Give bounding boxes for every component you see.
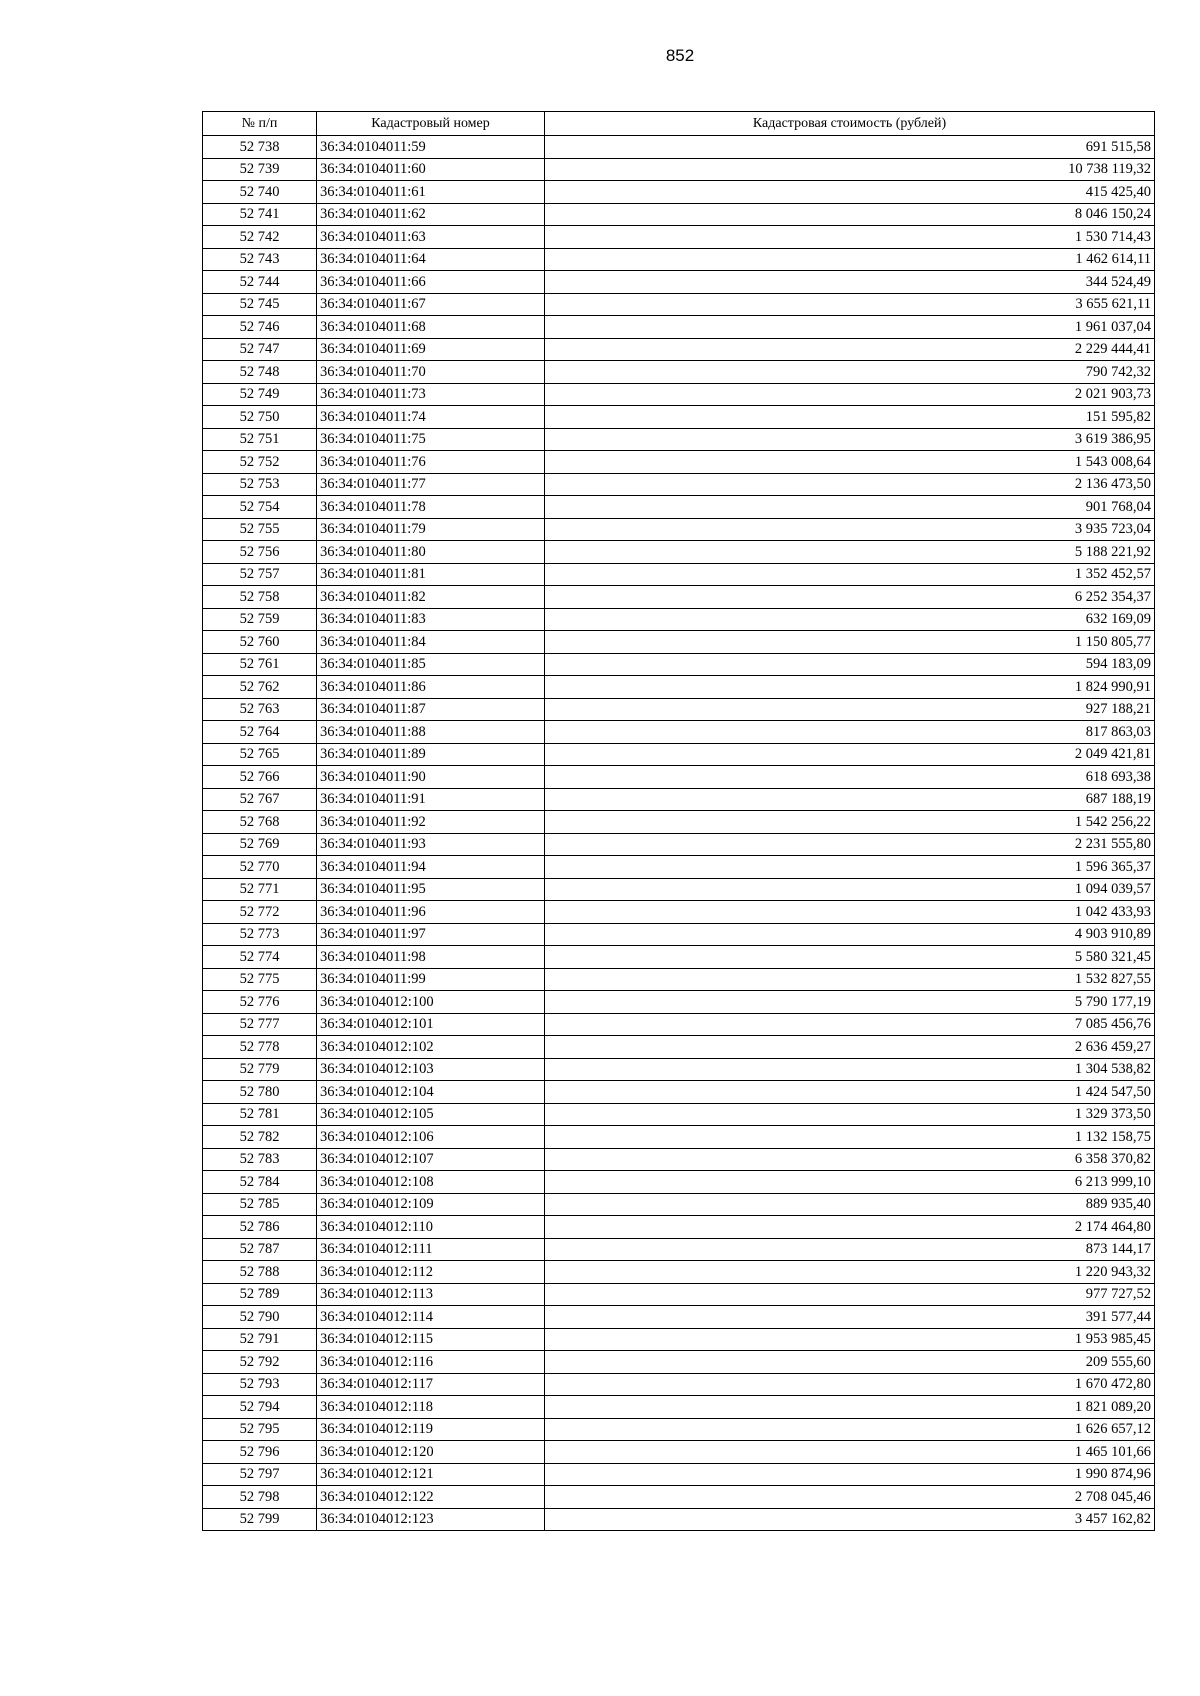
- row-number-cell: 52 784: [203, 1171, 317, 1194]
- table-row: [203, 608, 1155, 631]
- table-row: [203, 1036, 1155, 1059]
- row-number-cell: 52 740: [203, 181, 317, 204]
- cadastral-number-cell: 36:34:0104011:95: [317, 878, 545, 901]
- cadastral-value-cell: 1 132 158,75: [545, 1126, 1155, 1149]
- row-number-cell: 52 745: [203, 293, 317, 316]
- table-row: [203, 1193, 1155, 1216]
- row-number-cell: 52 770: [203, 856, 317, 879]
- table-body: [203, 136, 1155, 1531]
- table-row: [203, 361, 1155, 384]
- cadastral-value-cell: 1 961 037,04: [545, 316, 1155, 339]
- table-row: [203, 968, 1155, 991]
- cadastral-value-cell: 6 358 370,82: [545, 1148, 1155, 1171]
- cadastral-number-cell: 36:34:0104012:106: [317, 1126, 545, 1149]
- cadastral-value-cell: 3 655 621,11: [545, 293, 1155, 316]
- row-number-cell: 52 781: [203, 1103, 317, 1126]
- table-row: [203, 226, 1155, 249]
- cadastral-number-cell: 36:34:0104011:88: [317, 721, 545, 744]
- table-row: [203, 788, 1155, 811]
- cadastral-value-cell: 1 532 827,55: [545, 968, 1155, 991]
- row-number-cell: 52 793: [203, 1373, 317, 1396]
- table-row: [203, 766, 1155, 789]
- cadastral-number-cell: 36:34:0104011:91: [317, 788, 545, 811]
- cadastral-number-cell: 36:34:0104012:105: [317, 1103, 545, 1126]
- table-row: [203, 1238, 1155, 1261]
- cadastral-value-cell: 2 708 045,46: [545, 1486, 1155, 1509]
- table-row: [203, 1013, 1155, 1036]
- row-number-cell: 52 761: [203, 653, 317, 676]
- cadastral-value-cell: 3 619 386,95: [545, 428, 1155, 451]
- table-row: [203, 833, 1155, 856]
- cadastral-value-cell: 2 174 464,80: [545, 1216, 1155, 1239]
- table-row: [203, 991, 1155, 1014]
- table-row: [203, 923, 1155, 946]
- cadastral-number-cell: 36:34:0104011:70: [317, 361, 545, 384]
- cadastral-number-cell: 36:34:0104012:116: [317, 1351, 545, 1374]
- row-number-cell: 52 797: [203, 1463, 317, 1486]
- cadastral-number-cell: 36:34:0104012:102: [317, 1036, 545, 1059]
- header-row-number: № п/п: [203, 112, 317, 136]
- table-row: [203, 338, 1155, 361]
- cadastral-number-cell: 36:34:0104011:92: [317, 811, 545, 834]
- row-number-cell: 52 743: [203, 248, 317, 271]
- row-number-cell: 52 738: [203, 136, 317, 159]
- cadastral-number-cell: 36:34:0104012:115: [317, 1328, 545, 1351]
- cadastral-number-cell: 36:34:0104012:123: [317, 1508, 545, 1531]
- cadastral-value-cell: 2 636 459,27: [545, 1036, 1155, 1059]
- cadastral-number-cell: 36:34:0104011:59: [317, 136, 545, 159]
- cadastral-number-cell: 36:34:0104011:96: [317, 901, 545, 924]
- row-number-cell: 52 747: [203, 338, 317, 361]
- cadastral-number-cell: 36:34:0104011:67: [317, 293, 545, 316]
- cadastral-number-cell: 36:34:0104012:114: [317, 1306, 545, 1329]
- table-row: [203, 1373, 1155, 1396]
- table-row: [203, 1216, 1155, 1239]
- table-row: [203, 181, 1155, 204]
- cadastral-number-cell: 36:34:0104012:107: [317, 1148, 545, 1171]
- row-number-cell: 52 755: [203, 518, 317, 541]
- cadastral-value-cell: 790 742,32: [545, 361, 1155, 384]
- table-row: [203, 1441, 1155, 1464]
- cadastral-value-cell: 2 229 444,41: [545, 338, 1155, 361]
- table-row: [203, 406, 1155, 429]
- cadastral-number-cell: 36:34:0104012:120: [317, 1441, 545, 1464]
- cadastral-number-cell: 36:34:0104011:61: [317, 181, 545, 204]
- cadastral-value-cell: 2 021 903,73: [545, 383, 1155, 406]
- cadastral-number-cell: 36:34:0104011:81: [317, 563, 545, 586]
- row-number-cell: 52 799: [203, 1508, 317, 1531]
- cadastral-value-cell: 594 183,09: [545, 653, 1155, 676]
- cadastral-value-cell: 209 555,60: [545, 1351, 1155, 1374]
- row-number-cell: 52 765: [203, 743, 317, 766]
- table-row: [203, 1103, 1155, 1126]
- row-number-cell: 52 798: [203, 1486, 317, 1509]
- table-row: [203, 158, 1155, 181]
- row-number-cell: 52 772: [203, 901, 317, 924]
- cadastral-value-cell: 5 188 221,92: [545, 541, 1155, 564]
- cadastral-value-cell: 632 169,09: [545, 608, 1155, 631]
- table-row: [203, 541, 1155, 564]
- table-row: [203, 248, 1155, 271]
- row-number-cell: 52 778: [203, 1036, 317, 1059]
- table-row: [203, 878, 1155, 901]
- table-row: [203, 1463, 1155, 1486]
- table-row: [203, 383, 1155, 406]
- cadastral-value-cell: 5 790 177,19: [545, 991, 1155, 1014]
- row-number-cell: 52 759: [203, 608, 317, 631]
- row-number-cell: 52 779: [203, 1058, 317, 1081]
- cadastral-number-cell: 36:34:0104012:109: [317, 1193, 545, 1216]
- cadastral-value-cell: 1 821 089,20: [545, 1396, 1155, 1419]
- row-number-cell: 52 789: [203, 1283, 317, 1306]
- cadastral-value-cell: 1 424 547,50: [545, 1081, 1155, 1104]
- table-row: [203, 563, 1155, 586]
- table-row: [203, 473, 1155, 496]
- row-number-cell: 52 776: [203, 991, 317, 1014]
- cadastral-number-cell: 36:34:0104011:99: [317, 968, 545, 991]
- cadastral-value-cell: 1 530 714,43: [545, 226, 1155, 249]
- cadastral-value-cell: 873 144,17: [545, 1238, 1155, 1261]
- cadastral-value-cell: 415 425,40: [545, 181, 1155, 204]
- cadastral-number-cell: 36:34:0104011:85: [317, 653, 545, 676]
- table-row: [203, 1261, 1155, 1284]
- cadastral-number-cell: 36:34:0104011:75: [317, 428, 545, 451]
- cadastral-value-cell: 1 462 614,11: [545, 248, 1155, 271]
- cadastral-number-cell: 36:34:0104011:62: [317, 203, 545, 226]
- table-row: [203, 1126, 1155, 1149]
- cadastral-number-cell: 36:34:0104012:112: [317, 1261, 545, 1284]
- cadastral-value-cell: 3 935 723,04: [545, 518, 1155, 541]
- row-number-cell: 52 774: [203, 946, 317, 969]
- table-header-row: [203, 112, 1155, 136]
- table-row: [203, 811, 1155, 834]
- cadastral-value-cell: 927 188,21: [545, 698, 1155, 721]
- table-row: [203, 518, 1155, 541]
- row-number-cell: 52 742: [203, 226, 317, 249]
- cadastral-value-cell: 691 515,58: [545, 136, 1155, 159]
- cadastral-value-cell: 1 094 039,57: [545, 878, 1155, 901]
- row-number-cell: 52 777: [203, 1013, 317, 1036]
- row-number-cell: 52 744: [203, 271, 317, 294]
- row-number-cell: 52 768: [203, 811, 317, 834]
- cadastral-number-cell: 36:34:0104011:63: [317, 226, 545, 249]
- cadastral-number-cell: 36:34:0104012:100: [317, 991, 545, 1014]
- table-row: [203, 1306, 1155, 1329]
- table-row: [203, 1058, 1155, 1081]
- cadastral-number-cell: 36:34:0104012:103: [317, 1058, 545, 1081]
- table-row: [203, 653, 1155, 676]
- row-number-cell: 52 753: [203, 473, 317, 496]
- table-row: [203, 293, 1155, 316]
- table-row: [203, 136, 1155, 159]
- table-row: [203, 496, 1155, 519]
- row-number-cell: 52 769: [203, 833, 317, 856]
- row-number-cell: 52 762: [203, 676, 317, 699]
- cadastral-number-cell: 36:34:0104011:60: [317, 158, 545, 181]
- cadastral-number-cell: 36:34:0104011:69: [317, 338, 545, 361]
- row-number-cell: 52 763: [203, 698, 317, 721]
- cadastral-number-cell: 36:34:0104012:118: [317, 1396, 545, 1419]
- row-number-cell: 52 767: [203, 788, 317, 811]
- cadastral-value-cell: 151 595,82: [545, 406, 1155, 429]
- cadastral-value-cell: 1 990 874,96: [545, 1463, 1155, 1486]
- table-row: [203, 1283, 1155, 1306]
- cadastral-number-cell: 36:34:0104011:73: [317, 383, 545, 406]
- cadastral-value-cell: 618 693,38: [545, 766, 1155, 789]
- cadastral-number-cell: 36:34:0104012:113: [317, 1283, 545, 1306]
- cadastral-number-cell: 36:34:0104012:108: [317, 1171, 545, 1194]
- cadastral-number-cell: 36:34:0104012:110: [317, 1216, 545, 1239]
- row-number-cell: 52 795: [203, 1418, 317, 1441]
- header-cadastral-value: Кадастровая стоимость (рублей): [545, 112, 1155, 136]
- cadastral-value-cell: 687 188,19: [545, 788, 1155, 811]
- cadastral-value-cell: 1 352 452,57: [545, 563, 1155, 586]
- row-number-cell: 52 783: [203, 1148, 317, 1171]
- row-number-cell: 52 751: [203, 428, 317, 451]
- table-row: [203, 1418, 1155, 1441]
- row-number-cell: 52 758: [203, 586, 317, 609]
- table-row: [203, 1081, 1155, 1104]
- cadastral-value-cell: 1 304 538,82: [545, 1058, 1155, 1081]
- table-row: [203, 1396, 1155, 1419]
- cadastral-number-cell: 36:34:0104011:94: [317, 856, 545, 879]
- cadastral-number-cell: 36:34:0104012:104: [317, 1081, 545, 1104]
- cadastral-number-cell: 36:34:0104011:86: [317, 676, 545, 699]
- cadastral-value-cell: 1 626 657,12: [545, 1418, 1155, 1441]
- cadastral-value-cell: 3 457 162,82: [545, 1508, 1155, 1531]
- cadastral-value-cell: 901 768,04: [545, 496, 1155, 519]
- cadastral-value-cell: 6 213 999,10: [545, 1171, 1155, 1194]
- row-number-cell: 52 790: [203, 1306, 317, 1329]
- cadastral-value-cell: 1 150 805,77: [545, 631, 1155, 654]
- cadastral-number-cell: 36:34:0104011:90: [317, 766, 545, 789]
- cadastral-number-cell: 36:34:0104012:122: [317, 1486, 545, 1509]
- row-number-cell: 52 766: [203, 766, 317, 789]
- cadastral-value-cell: 8 046 150,24: [545, 203, 1155, 226]
- row-number-cell: 52 746: [203, 316, 317, 339]
- cadastral-value-cell: 7 085 456,76: [545, 1013, 1155, 1036]
- row-number-cell: 52 752: [203, 451, 317, 474]
- cadastral-value-cell: 6 252 354,37: [545, 586, 1155, 609]
- cadastral-number-cell: 36:34:0104011:76: [317, 451, 545, 474]
- table-row: [203, 1171, 1155, 1194]
- cadastral-number-cell: 36:34:0104011:78: [317, 496, 545, 519]
- cadastral-value-cell: 1 042 433,93: [545, 901, 1155, 924]
- cadastral-value-cell: 391 577,44: [545, 1306, 1155, 1329]
- row-number-cell: 52 791: [203, 1328, 317, 1351]
- row-number-cell: 52 749: [203, 383, 317, 406]
- cadastral-value-cell: 1 220 943,32: [545, 1261, 1155, 1284]
- table-row: [203, 631, 1155, 654]
- table-row: [203, 721, 1155, 744]
- table-row: [203, 1148, 1155, 1171]
- cadastral-value-cell: 817 863,03: [545, 721, 1155, 744]
- table-row: [203, 743, 1155, 766]
- row-number-cell: 52 796: [203, 1441, 317, 1464]
- cadastral-number-cell: 36:34:0104011:97: [317, 923, 545, 946]
- row-number-cell: 52 787: [203, 1238, 317, 1261]
- header-cadastral-number: Кадастровый номер: [317, 112, 545, 136]
- row-number-cell: 52 760: [203, 631, 317, 654]
- row-number-cell: 52 794: [203, 1396, 317, 1419]
- row-number-cell: 52 764: [203, 721, 317, 744]
- row-number-cell: 52 780: [203, 1081, 317, 1104]
- row-number-cell: 52 750: [203, 406, 317, 429]
- cadastral-number-cell: 36:34:0104011:68: [317, 316, 545, 339]
- cadastral-number-cell: 36:34:0104011:93: [317, 833, 545, 856]
- table-row: [203, 698, 1155, 721]
- table-row: [203, 316, 1155, 339]
- cadastral-number-cell: 36:34:0104011:82: [317, 586, 545, 609]
- cadastral-number-cell: 36:34:0104011:89: [317, 743, 545, 766]
- row-number-cell: 52 785: [203, 1193, 317, 1216]
- row-number-cell: 52 741: [203, 203, 317, 226]
- cadastral-number-cell: 36:34:0104012:111: [317, 1238, 545, 1261]
- cadastral-number-cell: 36:34:0104011:79: [317, 518, 545, 541]
- cadastral-value-cell: 10 738 119,32: [545, 158, 1155, 181]
- cadastral-number-cell: 36:34:0104011:84: [317, 631, 545, 654]
- table-row: [203, 946, 1155, 969]
- cadastral-value-cell: 2 049 421,81: [545, 743, 1155, 766]
- cadastral-value-cell: 2 136 473,50: [545, 473, 1155, 496]
- cadastral-value-cell: 4 903 910,89: [545, 923, 1155, 946]
- table-row: [203, 428, 1155, 451]
- table-row: [203, 203, 1155, 226]
- row-number-cell: 52 757: [203, 563, 317, 586]
- cadastral-value-cell: 5 580 321,45: [545, 946, 1155, 969]
- cadastral-number-cell: 36:34:0104011:83: [317, 608, 545, 631]
- row-number-cell: 52 782: [203, 1126, 317, 1149]
- cadastral-number-cell: 36:34:0104011:74: [317, 406, 545, 429]
- cadastral-value-cell: 1 596 365,37: [545, 856, 1155, 879]
- table-row: [203, 451, 1155, 474]
- row-number-cell: 52 739: [203, 158, 317, 181]
- row-number-cell: 52 788: [203, 1261, 317, 1284]
- cadastral-number-cell: 36:34:0104012:121: [317, 1463, 545, 1486]
- cadastral-value-cell: 1 543 008,64: [545, 451, 1155, 474]
- page-number: 852: [665, 46, 695, 65]
- row-number-cell: 52 756: [203, 541, 317, 564]
- row-number-cell: 52 771: [203, 878, 317, 901]
- table-row: [203, 856, 1155, 879]
- table-row: [203, 586, 1155, 609]
- cadastral-number-cell: 36:34:0104011:64: [317, 248, 545, 271]
- cadastral-number-cell: 36:34:0104011:77: [317, 473, 545, 496]
- row-number-cell: 52 786: [203, 1216, 317, 1239]
- cadastral-number-cell: 36:34:0104012:117: [317, 1373, 545, 1396]
- table-row: [203, 1486, 1155, 1509]
- cadastral-number-cell: 36:34:0104011:66: [317, 271, 545, 294]
- cadastral-value-cell: 1 670 472,80: [545, 1373, 1155, 1396]
- cadastral-value-cell: 1 465 101,66: [545, 1441, 1155, 1464]
- row-number-cell: 52 773: [203, 923, 317, 946]
- cadastral-value-cell: 977 727,52: [545, 1283, 1155, 1306]
- row-number-cell: 52 775: [203, 968, 317, 991]
- cadastral-value-cell: 344 524,49: [545, 271, 1155, 294]
- table-row: [203, 1351, 1155, 1374]
- cadastral-value-cell: 889 935,40: [545, 1193, 1155, 1216]
- cadastral-value-cell: 1 953 985,45: [545, 1328, 1155, 1351]
- cadastral-value-cell: 1 329 373,50: [545, 1103, 1155, 1126]
- cadastral-value-table: [202, 111, 1155, 1531]
- table-row: [203, 676, 1155, 699]
- cadastral-number-cell: 36:34:0104011:80: [317, 541, 545, 564]
- cadastral-value-cell: 1 542 256,22: [545, 811, 1155, 834]
- row-number-cell: 52 792: [203, 1351, 317, 1374]
- table-row: [203, 271, 1155, 294]
- row-number-cell: 52 748: [203, 361, 317, 384]
- cadastral-number-cell: 36:34:0104011:98: [317, 946, 545, 969]
- row-number-cell: 52 754: [203, 496, 317, 519]
- cadastral-value-cell: 2 231 555,80: [545, 833, 1155, 856]
- table-row: [203, 901, 1155, 924]
- cadastral-number-cell: 36:34:0104011:87: [317, 698, 545, 721]
- cadastral-number-cell: 36:34:0104012:119: [317, 1418, 545, 1441]
- table-row: [203, 1328, 1155, 1351]
- cadastral-value-cell: 1 824 990,91: [545, 676, 1155, 699]
- cadastral-number-cell: 36:34:0104012:101: [317, 1013, 545, 1036]
- table-row: [203, 1508, 1155, 1531]
